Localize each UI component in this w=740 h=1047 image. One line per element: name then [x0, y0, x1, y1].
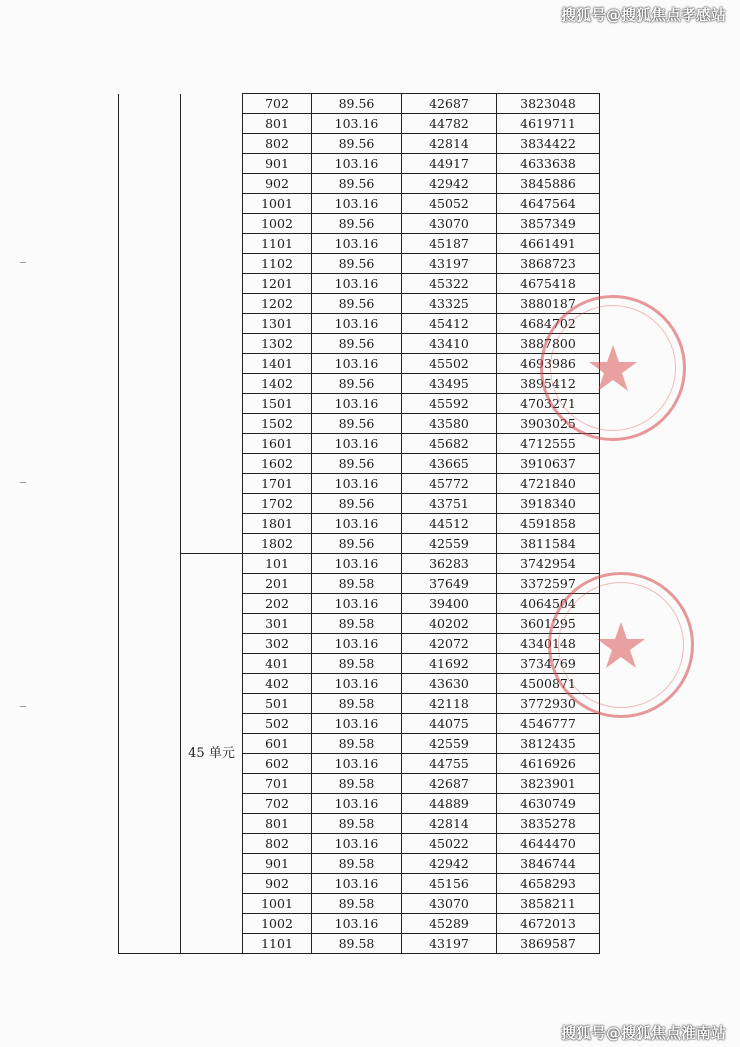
- table-row: [119, 554, 600, 574]
- room-number-cell: 1001: [243, 894, 312, 914]
- room-number-cell: 1002: [243, 214, 312, 234]
- building-cell: [119, 94, 181, 954]
- unit-price-cell: 42814: [402, 134, 497, 154]
- room-number-cell: 801: [243, 814, 312, 834]
- room-number-cell: 601: [243, 734, 312, 754]
- unit-price-cell: 43580: [402, 414, 497, 434]
- area-cell: 89.58: [312, 934, 402, 954]
- scan-speck: [20, 706, 26, 707]
- unit-price-cell: 45772: [402, 474, 497, 494]
- room-number-cell: 1402: [243, 374, 312, 394]
- unit-price-cell: 45187: [402, 234, 497, 254]
- area-cell: 89.56: [312, 494, 402, 514]
- area-cell: 89.58: [312, 734, 402, 754]
- area-cell: 103.16: [312, 114, 402, 134]
- total-price-cell: 3601295: [497, 614, 600, 634]
- unit-price-cell: 43070: [402, 894, 497, 914]
- area-cell: 89.56: [312, 374, 402, 394]
- room-number-cell: 302: [243, 634, 312, 654]
- room-number-cell: 1202: [243, 294, 312, 314]
- room-number-cell: 1602: [243, 454, 312, 474]
- room-number-cell: 1101: [243, 234, 312, 254]
- room-number-cell: 1502: [243, 414, 312, 434]
- unit-price-cell: 44917: [402, 154, 497, 174]
- unit-price-cell: 42687: [402, 94, 497, 114]
- total-price-cell: 3835278: [497, 814, 600, 834]
- unit-price-cell: 42118: [402, 694, 497, 714]
- unit-price-cell: 43665: [402, 454, 497, 474]
- scan-speck: [20, 482, 26, 483]
- unit-price-cell: 45322: [402, 274, 497, 294]
- unit-price-cell: 43197: [402, 254, 497, 274]
- unit-price-cell: 43410: [402, 334, 497, 354]
- total-price-cell: 3845886: [497, 174, 600, 194]
- area-cell: 103.16: [312, 634, 402, 654]
- total-price-cell: 4591858: [497, 514, 600, 534]
- unit-price-cell: 44075: [402, 714, 497, 734]
- room-number-cell: 1401: [243, 354, 312, 374]
- area-cell: 103.16: [312, 674, 402, 694]
- room-number-cell: 902: [243, 174, 312, 194]
- area-cell: 103.16: [312, 394, 402, 414]
- total-price-cell: 3812435: [497, 734, 600, 754]
- area-cell: 103.16: [312, 434, 402, 454]
- total-price-cell: 4658293: [497, 874, 600, 894]
- unit-price-cell: 41692: [402, 654, 497, 674]
- unit-price-cell: 42814: [402, 814, 497, 834]
- room-number-cell: 801: [243, 114, 312, 134]
- total-price-cell: 3858211: [497, 894, 600, 914]
- total-price-cell: 3823901: [497, 774, 600, 794]
- area-cell: 103.16: [312, 594, 402, 614]
- room-number-cell: 201: [243, 574, 312, 594]
- room-number-cell: 502: [243, 714, 312, 734]
- room-number-cell: 1102: [243, 254, 312, 274]
- total-price-cell: 4672013: [497, 914, 600, 934]
- unit-price-cell: 43325: [402, 294, 497, 314]
- room-number-cell: 1702: [243, 494, 312, 514]
- unit-cell: [181, 94, 243, 554]
- table-row: [119, 94, 600, 114]
- total-price-cell: 3742954: [497, 554, 600, 574]
- total-price-cell: 3910637: [497, 454, 600, 474]
- area-cell: 89.56: [312, 334, 402, 354]
- room-number-cell: 802: [243, 834, 312, 854]
- area-cell: 89.56: [312, 254, 402, 274]
- room-number-cell: 1101: [243, 934, 312, 954]
- total-price-cell: 3887800: [497, 334, 600, 354]
- unit-price-cell: 42942: [402, 174, 497, 194]
- area-cell: 103.16: [312, 794, 402, 814]
- total-price-cell: 4703271: [497, 394, 600, 414]
- room-number-cell: 301: [243, 614, 312, 634]
- area-cell: 89.58: [312, 654, 402, 674]
- total-price-cell: 3868723: [497, 254, 600, 274]
- unit-price-cell: 43197: [402, 934, 497, 954]
- area-cell: 89.58: [312, 814, 402, 834]
- price-table-body: [119, 94, 600, 954]
- total-price-cell: 4500871: [497, 674, 600, 694]
- area-cell: 89.58: [312, 694, 402, 714]
- unit-label-cell: 45 单元: [181, 554, 243, 954]
- total-price-cell: 4644470: [497, 834, 600, 854]
- area-cell: 89.56: [312, 94, 402, 114]
- area-cell: 89.56: [312, 414, 402, 434]
- room-number-cell: 1301: [243, 314, 312, 334]
- area-cell: 103.16: [312, 914, 402, 934]
- total-price-cell: 4693986: [497, 354, 600, 374]
- unit-price-cell: 45289: [402, 914, 497, 934]
- total-price-cell: 3857349: [497, 214, 600, 234]
- total-price-cell: 3880187: [497, 294, 600, 314]
- room-number-cell: 902: [243, 874, 312, 894]
- room-number-cell: 1801: [243, 514, 312, 534]
- total-price-cell: 4619711: [497, 114, 600, 134]
- unit-price-cell: 45052: [402, 194, 497, 214]
- total-price-cell: 3869587: [497, 934, 600, 954]
- room-number-cell: 702: [243, 794, 312, 814]
- total-price-cell: 3846744: [497, 854, 600, 874]
- room-number-cell: 501: [243, 694, 312, 714]
- area-cell: 103.16: [312, 554, 402, 574]
- area-cell: 103.16: [312, 154, 402, 174]
- total-price-cell: 4712555: [497, 434, 600, 454]
- total-price-cell: 4064504: [497, 594, 600, 614]
- price-table: [118, 93, 600, 954]
- room-number-cell: 901: [243, 854, 312, 874]
- area-cell: 89.56: [312, 174, 402, 194]
- room-number-cell: 1802: [243, 534, 312, 554]
- total-price-cell: 3823048: [497, 94, 600, 114]
- unit-price-cell: 44782: [402, 114, 497, 134]
- room-number-cell: 702: [243, 94, 312, 114]
- room-number-cell: 101: [243, 554, 312, 574]
- total-price-cell: 3772930: [497, 694, 600, 714]
- total-price-cell: 3903025: [497, 414, 600, 434]
- area-cell: 89.56: [312, 134, 402, 154]
- room-number-cell: 701: [243, 774, 312, 794]
- unit-price-cell: 37649: [402, 574, 497, 594]
- room-number-cell: 202: [243, 594, 312, 614]
- area-cell: 103.16: [312, 314, 402, 334]
- room-number-cell: 401: [243, 654, 312, 674]
- unit-price-cell: 40202: [402, 614, 497, 634]
- area-cell: 103.16: [312, 874, 402, 894]
- unit-price-cell: 44512: [402, 514, 497, 534]
- area-cell: 103.16: [312, 514, 402, 534]
- unit-price-cell: 39400: [402, 594, 497, 614]
- area-cell: 103.16: [312, 234, 402, 254]
- area-cell: 89.58: [312, 614, 402, 634]
- total-price-cell: 4675418: [497, 274, 600, 294]
- unit-price-cell: 43630: [402, 674, 497, 694]
- area-cell: 103.16: [312, 714, 402, 734]
- area-cell: 89.56: [312, 294, 402, 314]
- total-price-cell: 4616926: [497, 754, 600, 774]
- area-cell: 103.16: [312, 274, 402, 294]
- total-price-cell: 3895412: [497, 374, 600, 394]
- unit-price-cell: 44889: [402, 794, 497, 814]
- total-price-cell: 4546777: [497, 714, 600, 734]
- unit-price-cell: 45682: [402, 434, 497, 454]
- area-cell: 103.16: [312, 194, 402, 214]
- total-price-cell: 4633638: [497, 154, 600, 174]
- area-cell: 89.58: [312, 894, 402, 914]
- area-cell: 103.16: [312, 834, 402, 854]
- unit-price-cell: 43751: [402, 494, 497, 514]
- room-number-cell: 1001: [243, 194, 312, 214]
- room-number-cell: 602: [243, 754, 312, 774]
- unit-price-cell: 44755: [402, 754, 497, 774]
- total-price-cell: 3372597: [497, 574, 600, 594]
- room-number-cell: 901: [243, 154, 312, 174]
- unit-price-cell: 45022: [402, 834, 497, 854]
- room-number-cell: 1501: [243, 394, 312, 414]
- watermark-top: 搜狐号@搜狐焦点孝感站: [560, 6, 726, 24]
- area-cell: 103.16: [312, 354, 402, 374]
- total-price-cell: 3734769: [497, 654, 600, 674]
- room-number-cell: 1002: [243, 914, 312, 934]
- total-price-cell: 4340148: [497, 634, 600, 654]
- unit-price-cell: 42559: [402, 534, 497, 554]
- watermark-bottom: 搜狐号@搜狐焦点淮南站: [560, 1024, 726, 1042]
- total-price-cell: 4647564: [497, 194, 600, 214]
- area-cell: 89.58: [312, 774, 402, 794]
- area-cell: 89.56: [312, 454, 402, 474]
- total-price-cell: 4721840: [497, 474, 600, 494]
- room-number-cell: 1701: [243, 474, 312, 494]
- unit-price-cell: 43495: [402, 374, 497, 394]
- unit-price-cell: 42942: [402, 854, 497, 874]
- area-cell: 103.16: [312, 474, 402, 494]
- unit-price-cell: 45412: [402, 314, 497, 334]
- room-number-cell: 1201: [243, 274, 312, 294]
- unit-price-cell: 42559: [402, 734, 497, 754]
- total-price-cell: 4630749: [497, 794, 600, 814]
- unit-price-cell: 45592: [402, 394, 497, 414]
- total-price-cell: 4684702: [497, 314, 600, 334]
- area-cell: 89.56: [312, 214, 402, 234]
- area-cell: 89.58: [312, 574, 402, 594]
- total-price-cell: 4661491: [497, 234, 600, 254]
- unit-price-cell: 43070: [402, 214, 497, 234]
- room-number-cell: 802: [243, 134, 312, 154]
- unit-price-cell: 45156: [402, 874, 497, 894]
- area-cell: 89.58: [312, 854, 402, 874]
- unit-price-cell: 42072: [402, 634, 497, 654]
- total-price-cell: 3834422: [497, 134, 600, 154]
- unit-price-cell: 42687: [402, 774, 497, 794]
- room-number-cell: 402: [243, 674, 312, 694]
- room-number-cell: 1302: [243, 334, 312, 354]
- star-icon: [596, 620, 646, 670]
- area-cell: 103.16: [312, 754, 402, 774]
- total-price-cell: 3918340: [497, 494, 600, 514]
- area-cell: 89.56: [312, 534, 402, 554]
- unit-price-cell: 45502: [402, 354, 497, 374]
- unit-price-cell: 36283: [402, 554, 497, 574]
- scan-speck: [20, 262, 26, 263]
- total-price-cell: 3811584: [497, 534, 600, 554]
- room-number-cell: 1601: [243, 434, 312, 454]
